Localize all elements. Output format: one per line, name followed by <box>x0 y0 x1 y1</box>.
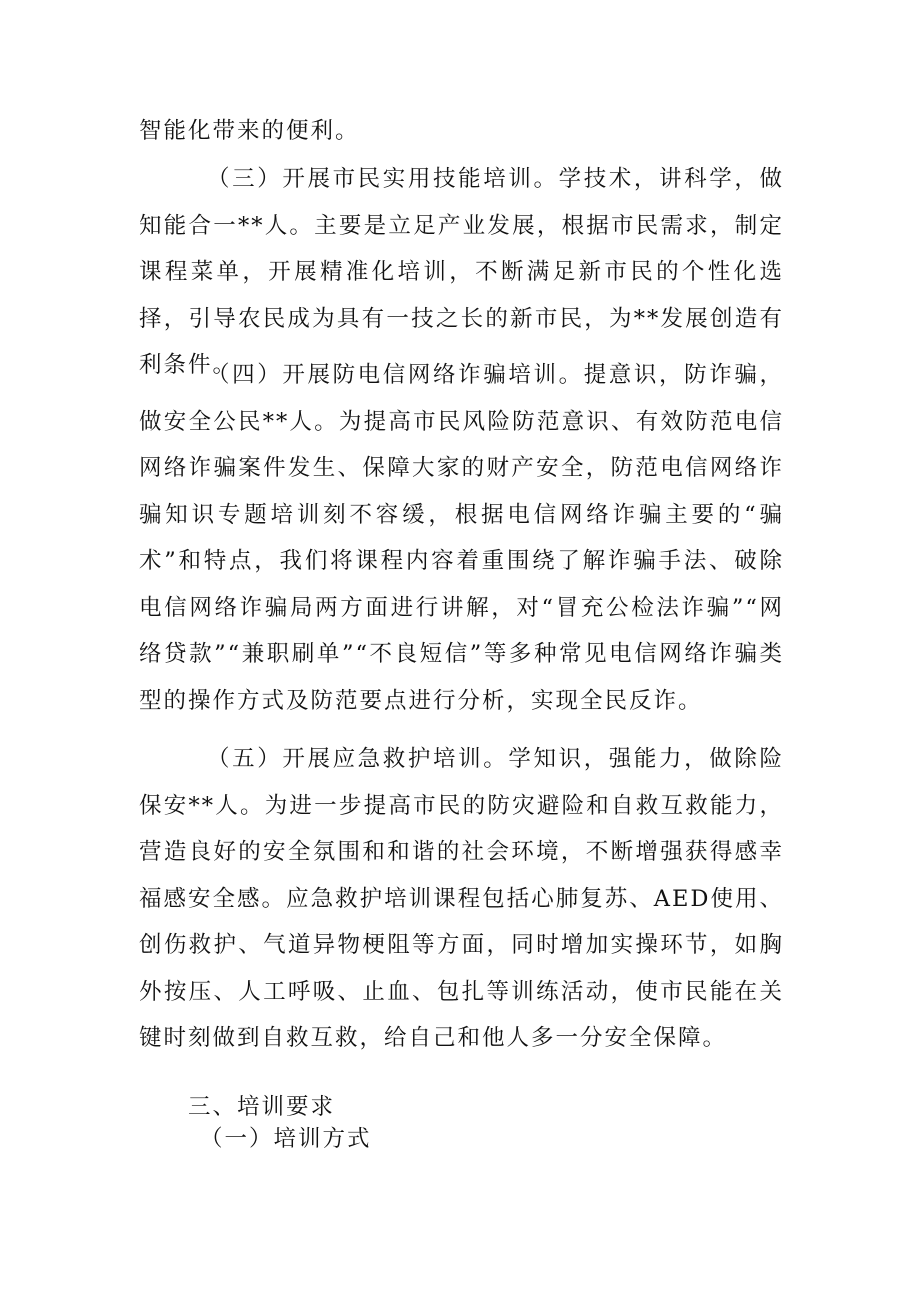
sub-heading: （一）培训方式 <box>200 1126 372 1152</box>
paragraph-anti-fraud-training: （四）开展防电信网络诈骗培训。提意识，防诈骗，做安全公民**人。为提高市民风险防范意识、有效防范电信网络诈骗案件发生、保障大家的财产安全，防范电信网络诈骗知识专题培训刻不容缓，根据电信网络诈骗主要的“骗术”和特点，我们将课程内容着重围绕了解诈骗手法、破除电信网络诈骗局两方面进行讲解，对“冒充公检法诈骗”“网络贷款”“兼职刷单”“不良短信”等多种常见电信网络诈骗类型的操作方式及防范要点进行分析，实现全民反诈。 <box>139 362 784 714</box>
paragraph-emergency-rescue-training: （五）开展应急救护培训。学知识，强能力，做除险保安**人。为进一步提高市民的防灾避险和自救互救能力，营造良好的安全氛围和和谐的社会环境，不断增强获得感幸福感安全感。应急救护培训课程包括心肺复苏、AED使用、创伤救护、气道异物梗阻等方面，同时增加实操环节，如胸外按压、人工呼吸、止血、包扎等训练活动，使市民能在关键时刻做到自救互救，给自己和他人多一分安全保障。 <box>139 746 784 1051</box>
paragraph-intro: 智能化带来的便利。 <box>139 118 360 144</box>
paragraph-skills-training: （三）开展市民实用技能培训。学技术，讲科学，做知能合一**人。主要是立足产业发展，根据市民需求，制定课程菜单，开展精准化培训，不断满足新市民的个性化选择，引导农民成为具有一技之长的新市民，为**发展创造有利条件。 <box>139 166 784 378</box>
section-heading: 三、培训要求 <box>188 1094 336 1120</box>
